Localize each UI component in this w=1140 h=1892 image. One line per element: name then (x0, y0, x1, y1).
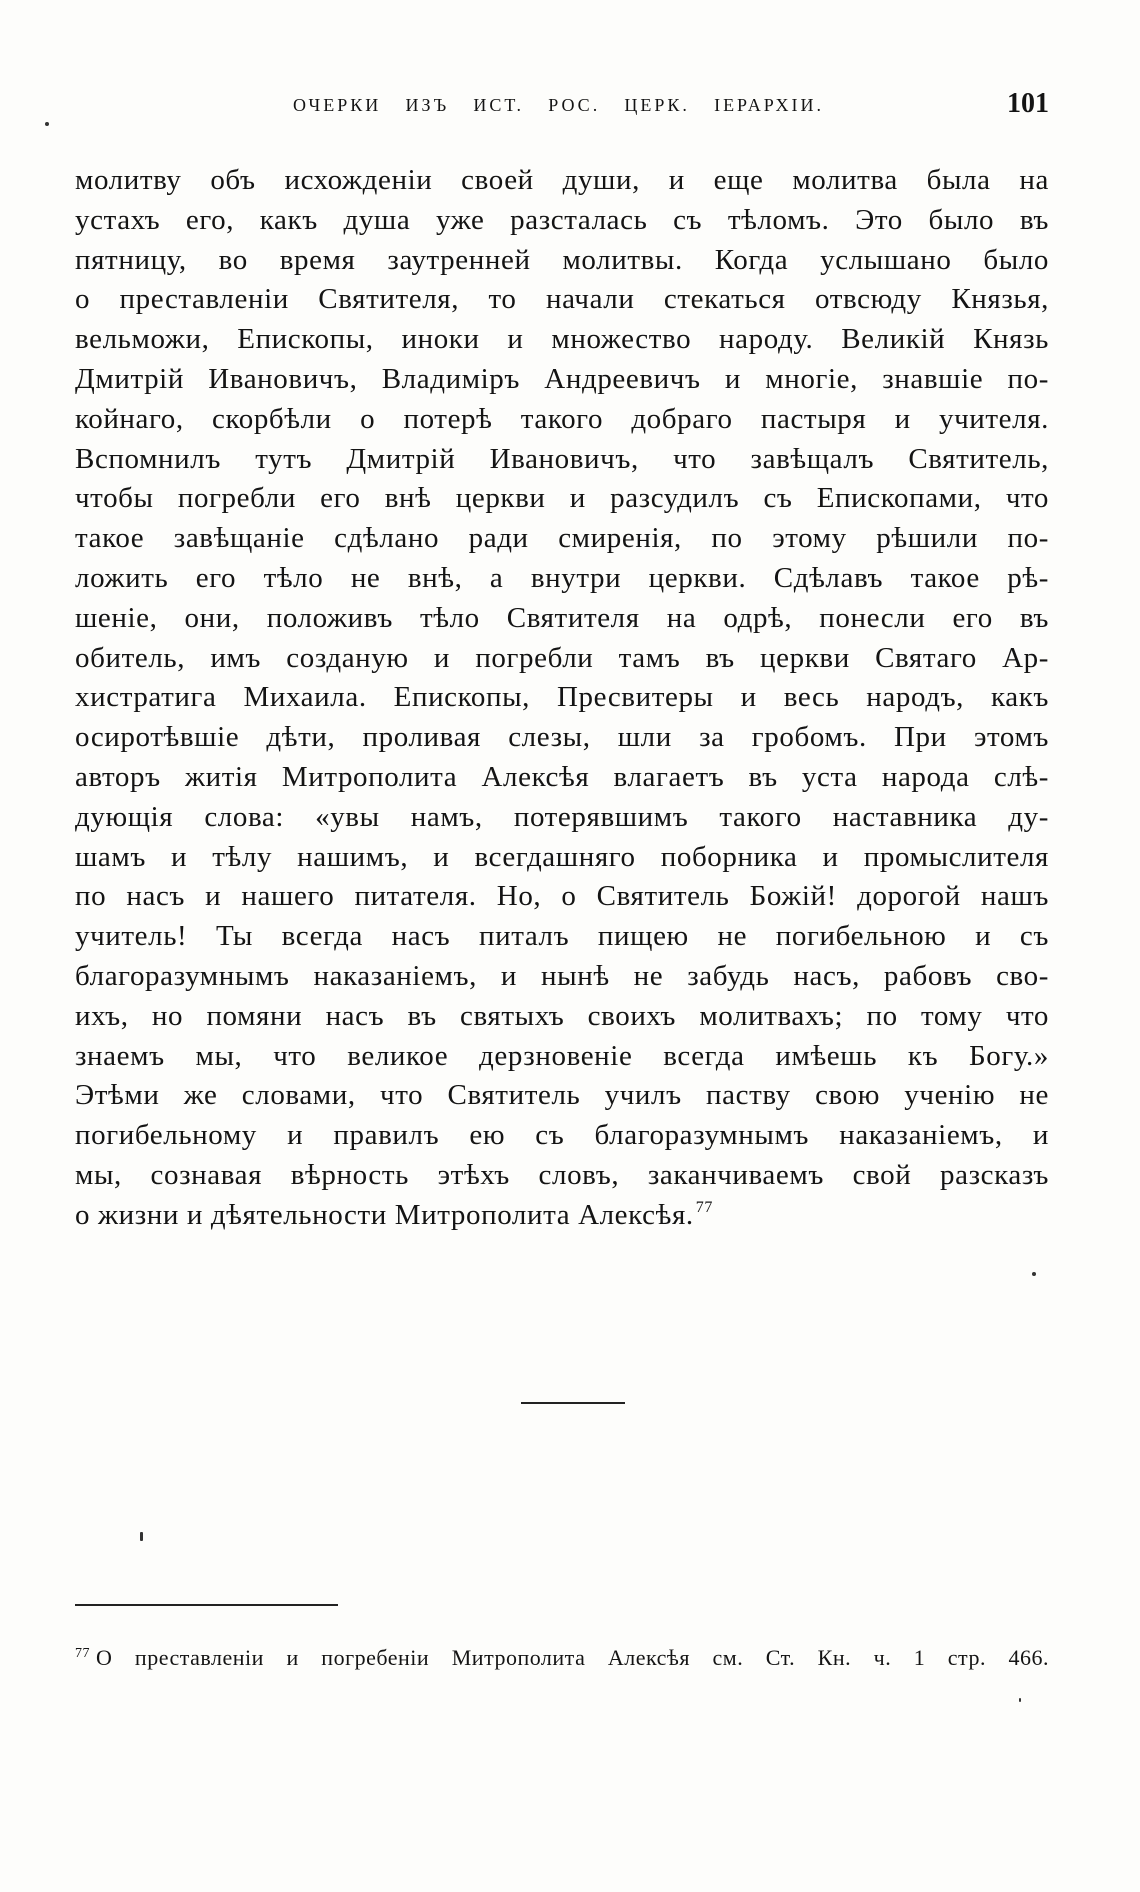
text-line: осиротѣвшіе дѣти, проливая слезы, шли за гробомъ. При этомъ (75, 721, 1049, 754)
text-line: по насъ и нашего питателя. Но, о Святитель Божій! дорогой нашъ (75, 880, 1049, 913)
scan-speck (1019, 1698, 1021, 1702)
text-line: устахъ его, какъ душа уже разсталась съ тѣломъ. Это было въ (75, 203, 1049, 236)
text-line: вельможи, Епископы, иноки и множество народу. Великій Князь (75, 323, 1049, 356)
footnote-marker: 77 (75, 1646, 90, 1661)
text-line: авторъ житія Митрополита Алексѣя влагаетъ въ уста народа слѣ- (75, 760, 1049, 793)
text-line: шамъ и тѣлу нашимъ, и всегдашняго поборника и промыслителя (75, 840, 1049, 873)
running-title: ОЧЕРКИ ИЗЪ ИСТ. РОС. ЦЕРК. ІЕРАРХІИ. (293, 95, 824, 115)
text-line-last (75, 1196, 1049, 1236)
footnote-text: О преставленіи и погребеніи Митрополита Алексѣя см. Ст. Кн. ч. 1 стр. 466. (96, 1645, 1049, 1670)
scan-speck (140, 1532, 143, 1541)
text-line: молитву объ исхожденіи своей души, и еще молитва была на (75, 164, 1049, 196)
footnote-reference[interactable]: 77 (695, 1198, 713, 1216)
text-line: Вспомнилъ тутъ Дмитрій Ивановичъ, что завѣщалъ Святитель, (75, 442, 1049, 475)
text-line: Этѣми же словами, что Святитель училъ паству свою ученію не (75, 1079, 1049, 1112)
text-line: ихъ, но помяни насъ въ святыхъ своихъ молитвахъ; по тому что (75, 999, 1049, 1032)
text-line: мы, сознавая вѣрность этѣхъ словъ, заканчиваемъ свой разсказъ (75, 1158, 1049, 1191)
section-end-rule (521, 1402, 625, 1404)
text-line: о преставленіи Святителя, то начали стекаться отвсюду Князья, (75, 283, 1049, 316)
main-text (75, 161, 1049, 1236)
text-line: обитель, имъ созданую и погребли тамъ въ церкви Святаго Ар- (75, 641, 1049, 674)
text-line: погибельному и правилъ ею съ благоразумнымъ наказаніемъ, и (75, 1119, 1049, 1152)
footnote-separator (75, 1604, 338, 1606)
text-line: дующія слова: «увы намъ, потерявшимъ такого наставника ду- (75, 800, 1049, 833)
text-line: благоразумнымъ наказаніемъ, и нынѣ не забудь насъ, рабовъ сво- (75, 959, 1049, 992)
page-number: 101 (1007, 88, 1049, 119)
text-line: пятницу, во время заутренней молитвы. Когда услышано было (75, 243, 1049, 276)
text-line: койнаго, скорбѣли о потерѣ такого добраго пастыря и учителя. (75, 402, 1049, 435)
text-line: знаемъ мы, что великое дерзновеніе всегда имѣешь къ Богу.» (75, 1039, 1049, 1072)
text-line: хистратига Михаила. Епископы, Пресвитеры и весь народъ, какъ (75, 681, 1049, 714)
text-line: учитель! Ты всегда насъ питалъ пищею не погибельною и съ (75, 920, 1049, 953)
text-line: Дмитрій Ивановичъ, Владиміръ Андреевичъ и многіе, знавшіе по- (75, 362, 1049, 395)
scan-speck (1032, 1272, 1036, 1276)
text-line: чтобы погребли его внѣ церкви и разсудилъ съ Епископами, что (75, 482, 1049, 515)
scan-speck (45, 122, 49, 126)
text-line: такое завѣщаніе сдѣлано ради смиренія, по этому рѣшили по- (75, 522, 1049, 555)
footnote (75, 1640, 1049, 1676)
text-line: шеніе, они, положивъ тѣло Святителя на одрѣ, понесли его въ (75, 601, 1049, 634)
last-line-text: о жизни и дѣятельности Митрополита Алексѣя. (75, 1198, 694, 1231)
text-line: ложить его тѣло не внѣ, а внутри церкви. Сдѣлавъ такое рѣ- (75, 561, 1049, 594)
